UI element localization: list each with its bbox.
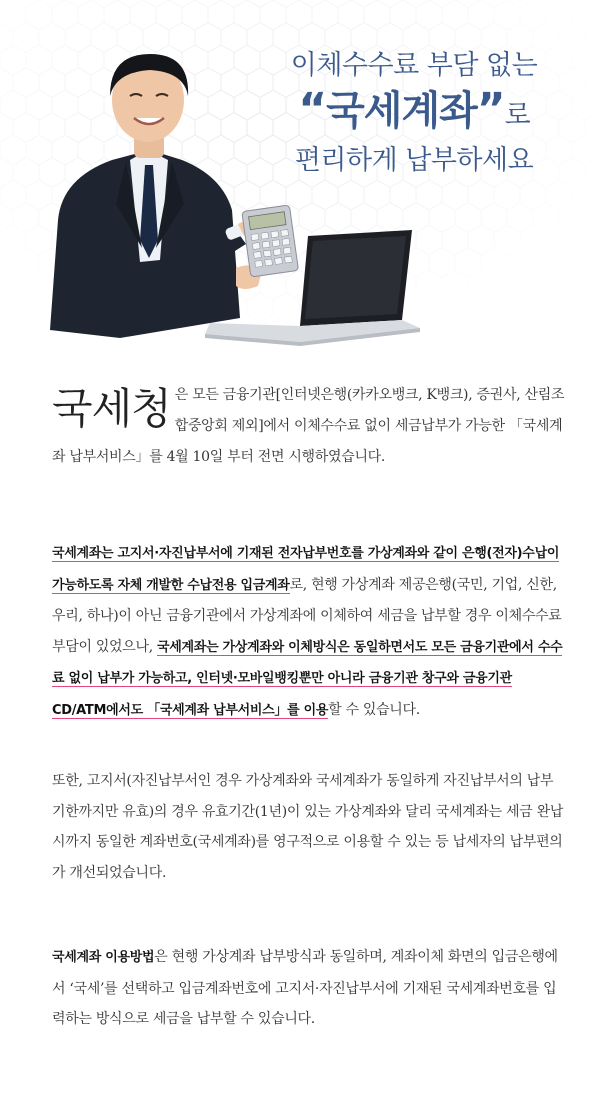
paragraph-text-2: 할 수 있습니다. <box>328 701 420 718</box>
highlight-text-2: 국세계좌는 가상계좌와 이체방식은 동일하면서도 모든 금융기관에서 수수료 없이 납부가 가능하고, 인터넷·모바일뱅킹뿐만 아니라 금융기관 창구와 금융기관CD/ATM에서도 「국세계좌 납부서비스」를 이용 <box>52 639 563 718</box>
intro-drop-cap: 국세청 <box>52 384 171 433</box>
usage-method-label: 국세계좌 이용방법 <box>52 950 155 965</box>
headline-line-2 <box>264 84 564 142</box>
headline-line-1: 이체수수료 부담 없는 <box>290 50 538 81</box>
hero-banner <box>0 0 600 360</box>
headline-open-quote: “ <box>298 84 327 135</box>
headline-line-3: 편리하게 납부하세요 <box>294 145 534 176</box>
paragraph-validity: 또한, 고지서(자진납부서인 경우 가상계좌와 국세계좌가 동일하게 자진납부서의 납부기한까지만 유효)의 경우 유효기간(1년)이 있는 가상계좌와 달리 국세계좌는 세금 완납 시까지 동일한 계좌번호(국세계좌)를 영구적으로 이용할 수 있는 등 납세자의 납부편의가 개선되었습니다. <box>52 773 564 881</box>
paragraph-account-description <box>52 538 564 726</box>
headline-close-quote: ” <box>476 84 505 135</box>
highlight-text-1: 국세계좌는 고지서·자진납부서에 기재된 전자납부번호를 가상계좌와 같이 은행(전자)수납이 가능하도록 자체 개발한 수납전용 입금계좌 <box>52 546 560 593</box>
paragraph-usage-method <box>52 942 564 1035</box>
usage-method-text: 은 현행 가상계좌 납부방식과 동일하며, 계좌이체 화면의 입금은행에서 ‘국세’를 선택하고 입금계좌번호에 고지서·자진납부서에 기재된 국세계좌번호를 입력하는 방식으로 세금을 납부할 수 있습니다. <box>52 949 558 1027</box>
headline-keyword: 국세계좌 <box>326 88 477 134</box>
intro-text: 은 모든 금융기관[인터넷은행(카카오뱅크, K뱅크), 증권사, 산림조합중앙회 제외]에서 이체수수료 없이 세금납부가 가능한 「국세계좌 납부서비스」를 4월 10일 부터 전면 시행하였습니다. <box>52 387 565 465</box>
headline-suffix: 로 <box>504 100 530 131</box>
paragraph-text-1: 로, 현행 가상계좌 제공은행(국민, 기업, 신한, 우리, 하나)이 아닌 금융기관에서 가상계좌에 이체하여 세금을 납부할 경우 이체수수료 부담이 있었으나, <box>52 576 562 655</box>
intro-section <box>52 380 572 473</box>
hero-headline <box>264 48 564 180</box>
calculator-icon <box>242 205 299 277</box>
